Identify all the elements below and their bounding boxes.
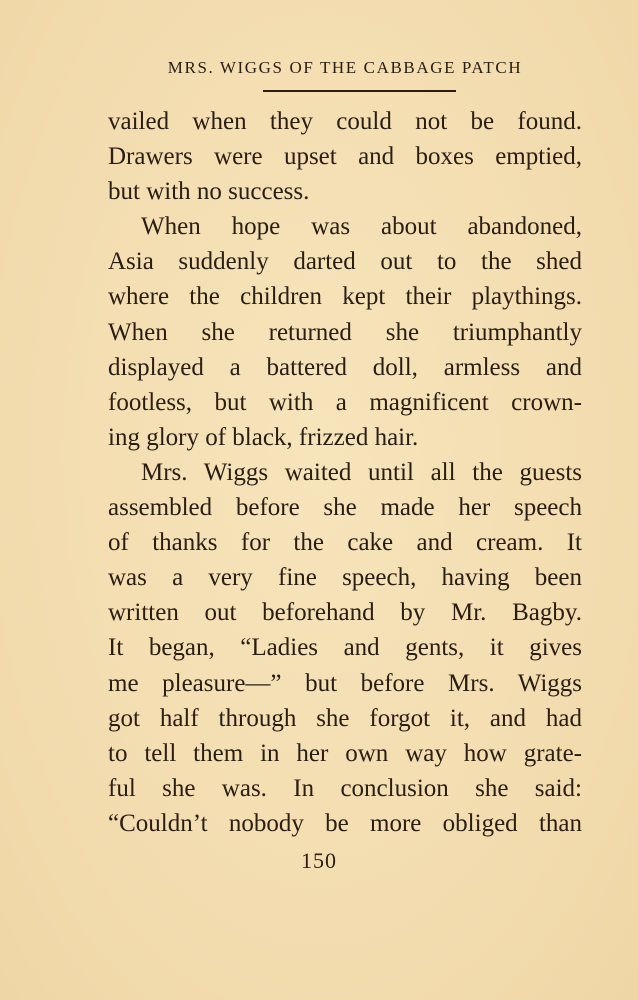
text-line: vailed when they could not be found. <box>108 108 582 135</box>
body-text <box>108 104 582 841</box>
text-line: me pleasure—” but before Mrs. Wiggs <box>108 669 582 697</box>
text-line: to tell them in her own way how grate- <box>108 739 582 767</box>
text-line: It began, “Ladies and gents, it gives <box>108 634 582 662</box>
text-line: where the children kept their playthings. <box>108 283 582 311</box>
text-line: assembled before she made her speech <box>108 494 582 522</box>
text-line: got half through she forgot it, and had <box>108 704 582 732</box>
page-number: 150 <box>301 848 337 873</box>
text-line: Mrs. Wiggs waited until all the guests <box>141 458 582 486</box>
running-head: MRS. WIGGS OF THE CABBAGE PATCH <box>167 58 523 77</box>
text-line: was a very fine speech, having been <box>108 564 582 592</box>
text-line: displayed a battered doll, armless and <box>108 353 582 381</box>
paragraph <box>108 455 582 841</box>
text-line: but with no success. <box>108 178 310 206</box>
text-line: footless, but with a magnificent crown- <box>108 388 582 416</box>
text-line: When hope was about abandoned, <box>141 213 582 241</box>
paragraph <box>108 209 582 455</box>
header-rule <box>263 90 456 92</box>
text-line: ful she was. In conclusion she said: <box>108 774 582 802</box>
text-line: Asia suddenly darted out to the shed <box>108 248 582 276</box>
text-line: of thanks for the cake and cream. It <box>108 529 582 557</box>
text-line: ing glory of black, frizzed hair. <box>108 423 419 451</box>
text-line: Drawers were upset and boxes emptied, <box>108 143 582 171</box>
text-line: written out beforehand by Mr. Bagby. <box>108 599 582 627</box>
paragraph <box>108 104 582 209</box>
text-line: “Couldn’t nobody be more obliged than <box>108 809 582 837</box>
text-line: When she returned she triumphantly <box>108 318 582 346</box>
